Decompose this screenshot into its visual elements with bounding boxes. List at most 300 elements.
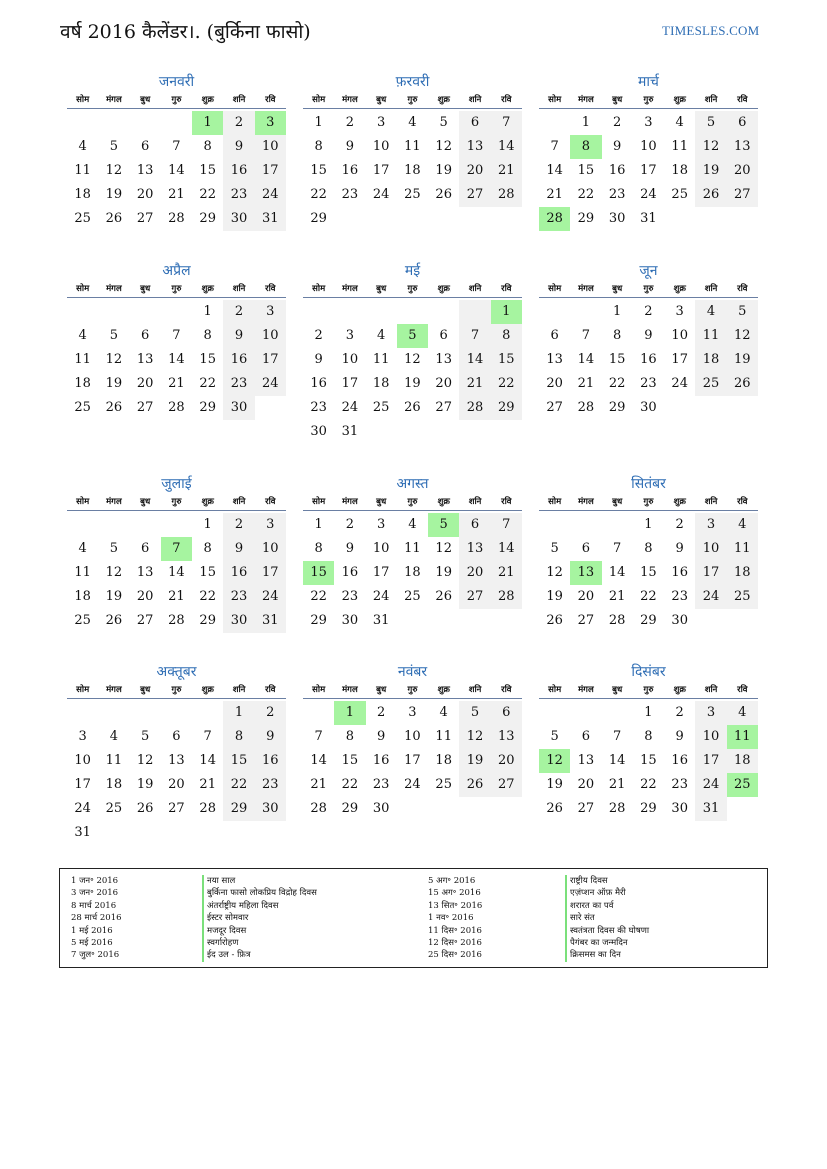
day-cell[interactable]: 13 [136,352,154,367]
day-cell[interactable]: 5 [727,300,758,324]
day-cell[interactable]: 10 [695,725,726,749]
day-cell[interactable]: 5 [397,324,428,348]
day-cell[interactable]: 10 [255,324,286,348]
day-cell[interactable]: 3 [675,304,684,319]
day-cell[interactable]: 24 [255,183,286,207]
day-cell[interactable]: 7 [161,537,192,561]
day-cell[interactable]: 12 [459,725,490,749]
day-cell[interactable]: 26 [105,613,123,628]
day-cell[interactable]: 13 [491,725,522,749]
day-cell[interactable]: 3 [255,300,286,324]
day-cell[interactable]: 21 [459,372,490,396]
day-cell[interactable]: 29 [640,801,657,816]
day-cell[interactable]: 4 [78,541,87,556]
day-cell[interactable]: 30 [341,613,359,628]
day-cell[interactable]: 10 [404,729,421,744]
day-cell[interactable]: 24 [372,187,390,202]
day-cell[interactable]: 2 [675,517,684,532]
day-cell[interactable]: 28 [577,400,595,415]
day-cell[interactable]: 18 [404,163,421,178]
day-cell[interactable]: 16 [341,565,359,580]
day-cell[interactable]: 26 [727,372,758,396]
day-cell[interactable]: 12 [435,139,452,154]
day-cell[interactable]: 23 [223,183,254,207]
day-cell[interactable]: 14 [168,163,185,178]
day-cell[interactable]: 9 [675,729,684,744]
day-cell[interactable]: 24 [74,801,91,816]
day-cell[interactable]: 6 [141,541,150,556]
day-cell[interactable]: 25 [404,187,421,202]
day-cell[interactable]: 21 [168,187,185,202]
day-cell[interactable]: 10 [671,328,688,343]
day-cell[interactable]: 28 [608,801,626,816]
day-cell[interactable]: 24 [255,372,286,396]
day-cell[interactable]: 30 [372,801,390,816]
day-cell[interactable]: 16 [223,348,254,372]
day-cell[interactable]: 2 [675,705,684,720]
day-cell[interactable]: 8 [203,139,212,154]
day-cell[interactable]: 8 [644,729,653,744]
day-cell[interactable]: 13 [459,135,490,159]
day-cell[interactable]: 23 [341,187,359,202]
day-cell[interactable]: 29 [640,613,657,628]
day-cell[interactable]: 21 [608,777,626,792]
day-cell[interactable]: 14 [310,753,327,768]
day-cell[interactable]: 14 [577,352,595,367]
day-cell[interactable]: 8 [644,541,653,556]
day-cell[interactable]: 28 [491,585,522,609]
day-cell[interactable]: 17 [695,749,726,773]
day-cell[interactable]: 13 [136,163,154,178]
day-cell[interactable]: 2 [613,115,622,130]
day-cell[interactable]: 3 [255,111,286,135]
day-cell[interactable]: 23 [640,376,657,391]
day-cell[interactable]: 24 [372,589,390,604]
day-cell[interactable]: 4 [78,139,87,154]
day-cell[interactable]: 16 [671,753,688,768]
day-cell[interactable]: 2 [223,300,254,324]
day-cell[interactable]: 1 [192,111,223,135]
day-cell[interactable]: 11 [695,324,726,348]
day-cell[interactable]: 5 [439,115,448,130]
day-cell[interactable]: 14 [459,348,490,372]
day-cell[interactable]: 31 [74,825,91,840]
day-cell[interactable]: 28 [168,400,185,415]
day-cell[interactable]: 30 [640,400,657,415]
day-cell[interactable]: 30 [223,396,254,420]
day-cell[interactable]: 11 [404,139,421,154]
day-cell[interactable]: 25 [727,773,758,797]
day-cell[interactable]: 22 [310,589,327,604]
day-cell[interactable]: 29 [341,801,359,816]
day-cell[interactable]: 25 [74,613,91,628]
day-cell[interactable]: 31 [255,609,286,633]
day-cell[interactable]: 20 [435,376,452,391]
day-cell[interactable]: 29 [199,400,216,415]
day-cell[interactable]: 27 [491,773,522,797]
day-cell[interactable]: 2 [223,111,254,135]
day-cell[interactable]: 25 [404,589,421,604]
day-cell[interactable]: 17 [695,561,726,585]
day-cell[interactable]: 6 [172,729,181,744]
day-cell[interactable]: 11 [74,163,91,178]
day-cell[interactable]: 5 [459,701,490,725]
day-cell[interactable]: 29 [310,613,327,628]
day-cell[interactable]: 30 [223,207,254,231]
day-cell[interactable]: 20 [577,777,595,792]
day-cell[interactable]: 15 [199,352,216,367]
day-cell[interactable]: 8 [345,729,355,744]
day-cell[interactable]: 15 [310,163,327,178]
day-cell[interactable]: 15 [640,565,657,580]
day-cell[interactable]: 26 [105,211,123,226]
day-cell[interactable]: 11 [727,537,758,561]
day-cell[interactable]: 4 [109,729,119,744]
day-cell[interactable]: 1 [314,517,323,532]
day-cell[interactable]: 29 [577,211,595,226]
day-cell[interactable]: 18 [74,376,91,391]
day-cell[interactable]: 29 [310,211,327,226]
day-cell[interactable]: 21 [491,159,522,183]
day-cell[interactable]: 26 [695,183,726,207]
day-cell[interactable]: 26 [435,187,452,202]
day-cell[interactable]: 27 [577,613,595,628]
day-cell[interactable]: 22 [199,187,216,202]
day-cell[interactable]: 6 [491,701,522,725]
day-cell[interactable]: 17 [671,352,688,367]
day-cell[interactable]: 14 [608,753,626,768]
day-cell[interactable]: 11 [105,753,123,768]
day-cell[interactable]: 24 [695,585,726,609]
day-cell[interactable]: 2 [345,115,355,130]
day-cell[interactable]: 7 [491,513,522,537]
day-cell[interactable]: 2 [377,705,386,720]
day-cell[interactable]: 31 [341,424,359,439]
day-cell[interactable]: 26 [546,613,563,628]
day-cell[interactable]: 9 [345,541,355,556]
day-cell[interactable]: 3 [78,729,87,744]
day-cell[interactable]: 3 [255,513,286,537]
day-cell[interactable]: 15 [341,753,359,768]
day-cell[interactable]: 20 [727,159,758,183]
day-cell[interactable]: 27 [136,400,154,415]
day-cell[interactable]: 22 [341,777,359,792]
day-cell[interactable]: 18 [727,749,758,773]
day-cell[interactable]: 5 [550,541,559,556]
day-cell[interactable]: 6 [550,328,559,343]
day-cell[interactable]: 26 [105,400,123,415]
day-cell[interactable]: 10 [341,352,359,367]
day-cell[interactable]: 16 [255,749,286,773]
day-cell[interactable]: 7 [491,111,522,135]
day-cell[interactable]: 21 [168,376,185,391]
day-cell[interactable]: 23 [671,589,688,604]
day-cell[interactable]: 2 [255,701,286,725]
day-cell[interactable]: 5 [695,111,726,135]
day-cell[interactable]: 28 [608,613,626,628]
day-cell[interactable]: 14 [608,565,626,580]
day-cell[interactable]: 19 [459,749,490,773]
day-cell[interactable]: 1 [223,701,254,725]
day-cell[interactable]: 5 [141,729,150,744]
day-cell[interactable]: 28 [459,396,490,420]
day-cell[interactable]: 16 [671,565,688,580]
day-cell[interactable]: 11 [435,729,452,744]
day-cell[interactable]: 26 [404,400,421,415]
day-cell[interactable]: 23 [608,187,626,202]
day-cell[interactable]: 16 [223,561,254,585]
day-cell[interactable]: 9 [223,537,254,561]
day-cell[interactable]: 4 [408,115,417,130]
day-cell[interactable]: 5 [109,328,119,343]
day-cell[interactable]: 28 [199,801,216,816]
day-cell[interactable]: 7 [314,729,323,744]
day-cell[interactable]: 28 [539,207,570,231]
day-cell[interactable]: 27 [459,183,490,207]
day-cell[interactable]: 9 [314,352,323,367]
day-cell[interactable]: 1 [203,517,212,532]
day-cell[interactable]: 8 [491,324,522,348]
day-cell[interactable]: 20 [491,749,522,773]
day-cell[interactable]: 15 [640,753,657,768]
day-cell[interactable]: 22 [640,589,657,604]
day-cell[interactable]: 17 [74,777,91,792]
day-cell[interactable]: 17 [255,159,286,183]
day-cell[interactable]: 15 [199,565,216,580]
day-cell[interactable]: 20 [136,187,154,202]
day-cell[interactable]: 9 [613,139,622,154]
day-cell[interactable]: 11 [671,139,688,154]
day-cell[interactable]: 25 [74,211,91,226]
day-cell[interactable]: 27 [577,801,595,816]
day-cell[interactable]: 2 [314,328,323,343]
day-cell[interactable]: 20 [459,561,490,585]
day-cell[interactable]: 11 [74,565,91,580]
day-cell[interactable]: 19 [546,777,563,792]
day-cell[interactable]: 1 [334,701,365,725]
day-cell[interactable]: 17 [341,376,359,391]
day-cell[interactable]: 29 [608,400,626,415]
day-cell[interactable]: 13 [727,135,758,159]
day-cell[interactable]: 14 [199,753,216,768]
day-cell[interactable]: 3 [644,115,653,130]
day-cell[interactable]: 16 [310,376,327,391]
day-cell[interactable]: 25 [372,400,390,415]
day-cell[interactable]: 7 [203,729,212,744]
day-cell[interactable]: 18 [74,187,91,202]
day-cell[interactable]: 3 [345,328,355,343]
day-cell[interactable]: 15 [223,749,254,773]
day-cell[interactable]: 16 [640,352,657,367]
day-cell[interactable]: 2 [644,304,653,319]
day-cell[interactable]: 14 [491,537,522,561]
day-cell[interactable]: 24 [695,773,726,797]
day-cell[interactable]: 6 [581,541,591,556]
day-cell[interactable]: 10 [640,139,657,154]
day-cell[interactable]: 18 [404,565,421,580]
day-cell[interactable]: 1 [314,115,323,130]
day-cell[interactable]: 3 [695,513,726,537]
day-cell[interactable]: 27 [435,400,452,415]
day-cell[interactable]: 12 [546,565,563,580]
day-cell[interactable]: 22 [199,589,216,604]
day-cell[interactable]: 9 [644,328,653,343]
day-cell[interactable]: 5 [109,139,119,154]
day-cell[interactable]: 31 [372,613,390,628]
day-cell[interactable]: 7 [581,328,591,343]
day-cell[interactable]: 10 [695,537,726,561]
day-cell[interactable]: 3 [377,517,386,532]
day-cell[interactable]: 23 [372,777,390,792]
day-cell[interactable]: 9 [675,541,684,556]
day-cell[interactable]: 30 [608,211,626,226]
day-cell[interactable]: 24 [404,777,421,792]
day-cell[interactable]: 17 [404,753,421,768]
day-cell[interactable]: 23 [671,777,688,792]
day-cell[interactable]: 9 [345,139,355,154]
day-cell[interactable]: 25 [671,187,688,202]
day-cell[interactable]: 22 [577,187,595,202]
day-cell[interactable]: 7 [550,139,559,154]
day-cell[interactable]: 10 [255,537,286,561]
day-cell[interactable]: 22 [199,376,216,391]
day-cell[interactable]: 18 [74,589,91,604]
day-cell[interactable]: 17 [372,565,390,580]
day-cell[interactable]: 4 [439,705,448,720]
day-cell[interactable]: 20 [459,159,490,183]
day-cell[interactable]: 3 [408,705,417,720]
day-cell[interactable]: 7 [172,328,181,343]
day-cell[interactable]: 17 [255,348,286,372]
day-cell[interactable]: 19 [105,376,123,391]
day-cell[interactable]: 25 [74,400,91,415]
day-cell[interactable]: 9 [223,324,254,348]
day-cell[interactable]: 1 [644,705,653,720]
day-cell[interactable]: 18 [435,753,452,768]
day-cell[interactable]: 9 [255,725,286,749]
day-cell[interactable]: 19 [435,565,452,580]
day-cell[interactable]: 21 [168,589,185,604]
day-cell[interactable]: 6 [141,139,150,154]
day-cell[interactable]: 21 [310,777,327,792]
day-cell[interactable]: 23 [341,589,359,604]
day-cell[interactable]: 13 [459,537,490,561]
day-cell[interactable]: 24 [341,400,359,415]
day-cell[interactable]: 11 [74,352,91,367]
day-cell[interactable]: 19 [435,163,452,178]
day-cell[interactable]: 12 [695,135,726,159]
day-cell[interactable]: 21 [577,376,595,391]
day-cell[interactable]: 31 [695,797,726,821]
day-cell[interactable]: 13 [435,352,452,367]
day-cell[interactable]: 22 [640,777,657,792]
day-cell[interactable]: 1 [491,300,522,324]
day-cell[interactable]: 22 [491,372,522,396]
day-cell[interactable]: 11 [372,352,390,367]
day-cell[interactable]: 17 [372,163,390,178]
day-cell[interactable]: 10 [372,139,390,154]
day-cell[interactable]: 29 [491,396,522,420]
day-cell[interactable]: 17 [640,163,657,178]
day-cell[interactable]: 15 [608,352,626,367]
day-cell[interactable]: 20 [577,589,595,604]
day-cell[interactable]: 19 [727,348,758,372]
day-cell[interactable]: 25 [727,585,758,609]
day-cell[interactable]: 6 [439,328,448,343]
day-cell[interactable]: 10 [74,753,91,768]
day-cell[interactable]: 27 [546,400,563,415]
day-cell[interactable]: 8 [314,541,323,556]
day-cell[interactable]: 13 [570,561,601,585]
day-cell[interactable]: 19 [695,159,726,183]
day-cell[interactable]: 26 [136,801,154,816]
day-cell[interactable]: 11 [404,541,421,556]
day-cell[interactable]: 10 [255,135,286,159]
day-cell[interactable]: 29 [223,797,254,821]
day-cell[interactable]: 15 [491,348,522,372]
day-cell[interactable]: 19 [546,589,563,604]
day-cell[interactable]: 27 [136,613,154,628]
day-cell[interactable]: 26 [459,773,490,797]
day-cell[interactable]: 1 [581,115,591,130]
day-cell[interactable]: 29 [199,613,216,628]
day-cell[interactable]: 28 [491,183,522,207]
day-cell[interactable]: 28 [168,211,185,226]
day-cell[interactable]: 19 [105,187,123,202]
day-cell[interactable]: 22 [223,773,254,797]
day-cell[interactable]: 4 [78,328,87,343]
day-cell[interactable]: 21 [546,187,563,202]
day-cell[interactable]: 8 [223,725,254,749]
day-cell[interactable]: 8 [314,139,323,154]
day-cell[interactable]: 21 [199,777,216,792]
day-cell[interactable]: 5 [550,729,559,744]
day-cell[interactable]: 7 [613,729,622,744]
day-cell[interactable]: 23 [223,585,254,609]
day-cell[interactable]: 17 [255,561,286,585]
day-cell[interactable]: 30 [671,613,688,628]
day-cell[interactable]: 20 [546,376,563,391]
day-cell[interactable]: 19 [105,589,123,604]
day-cell[interactable]: 7 [613,541,622,556]
day-cell[interactable]: 19 [404,376,421,391]
day-cell[interactable]: 23 [255,773,286,797]
day-cell[interactable]: 4 [727,513,758,537]
day-cell[interactable]: 3 [377,115,386,130]
day-cell[interactable]: 30 [223,609,254,633]
day-cell[interactable]: 26 [435,589,452,604]
day-cell[interactable]: 8 [203,541,212,556]
day-cell[interactable]: 30 [310,424,327,439]
day-cell[interactable]: 11 [727,725,758,749]
day-cell[interactable]: 20 [136,589,154,604]
day-cell[interactable]: 10 [372,541,390,556]
day-cell[interactable]: 18 [105,777,123,792]
day-cell[interactable]: 20 [136,376,154,391]
day-cell[interactable]: 8 [203,328,212,343]
day-cell[interactable]: 22 [608,376,626,391]
day-cell[interactable]: 12 [539,749,570,773]
day-cell[interactable]: 12 [404,352,421,367]
day-cell[interactable]: 18 [727,561,758,585]
day-cell[interactable]: 12 [105,565,123,580]
day-cell[interactable]: 9 [377,729,386,744]
day-cell[interactable]: 4 [377,328,386,343]
day-cell[interactable]: 13 [168,753,185,768]
day-cell[interactable]: 27 [168,801,185,816]
day-cell[interactable]: 3 [695,701,726,725]
day-cell[interactable]: 30 [671,801,688,816]
